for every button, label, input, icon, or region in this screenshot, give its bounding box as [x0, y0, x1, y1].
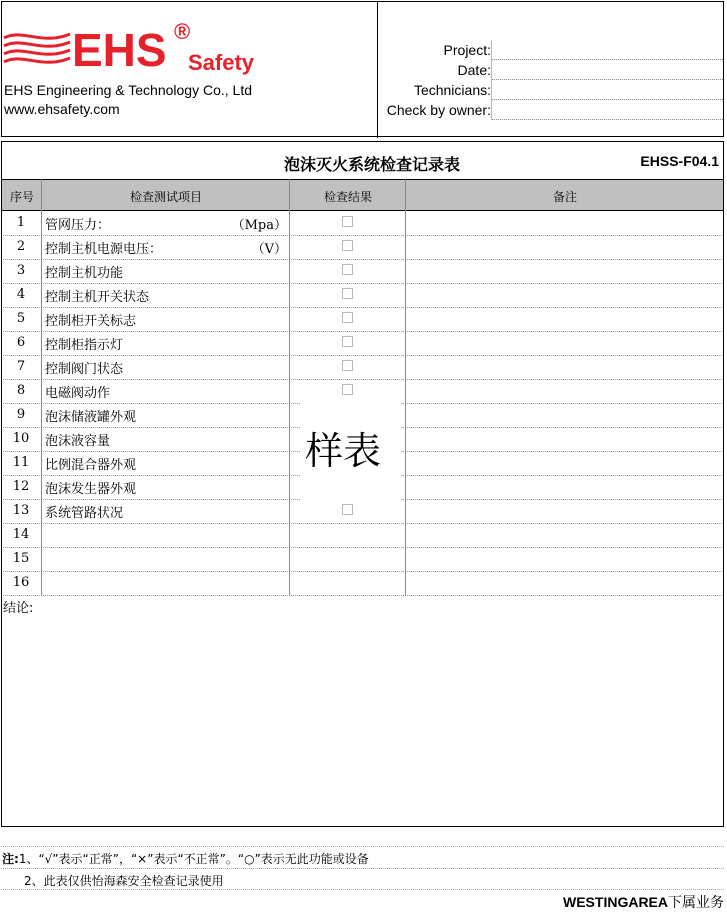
table-row: [1, 331, 724, 355]
table-row: [1, 523, 724, 547]
row-item: 泡沫储液罐外观: [45, 410, 137, 425]
notes-divider: [1, 868, 724, 869]
logo-safety-text: Safety: [188, 50, 255, 75]
table-row: [1, 499, 724, 523]
form-title: 泡沫灭火系统检查记录表: [283, 155, 460, 174]
table-row: [1, 307, 724, 331]
row-item: 控制主机开关状态: [45, 290, 150, 305]
technicians-field[interactable]: [492, 99, 723, 100]
row-item: 系统管路状况: [45, 506, 124, 521]
conclusion-label: 结论:: [3, 601, 34, 616]
result-checkbox[interactable]: [342, 264, 353, 275]
footer-suffix: 下属业务: [668, 895, 724, 911]
row-divider: [1, 595, 724, 596]
table-header: [1, 179, 724, 211]
row-number: 4: [16, 287, 26, 302]
result-checkbox[interactable]: [342, 336, 353, 347]
column-divider: [41, 179, 42, 595]
col-number: 序号: [9, 190, 34, 204]
table-row: [1, 211, 724, 235]
form-code: EHSS-F04.1: [640, 153, 719, 169]
row-number: 10: [12, 431, 30, 446]
date-label: Date:: [457, 62, 491, 78]
sample-watermark: 样表: [305, 429, 382, 473]
table-row: [1, 571, 724, 595]
notes-divider: [1, 846, 724, 847]
row-number: 1: [16, 215, 26, 230]
registered-mark: ®: [174, 19, 191, 44]
col-result: 检查结果: [323, 190, 372, 204]
row-item: 控制柜指示灯: [45, 338, 124, 353]
result-checkbox[interactable]: [342, 288, 353, 299]
row-item: 电磁阀动作: [45, 386, 111, 401]
table-row: [1, 259, 724, 283]
row-item: 控制主机电源电压：: [45, 242, 163, 257]
row-item: 泡沫液容量: [45, 434, 111, 449]
footer-brand: [563, 892, 724, 912]
title-row: [1, 141, 724, 179]
footer-brand-name: WESTINGAREA: [563, 894, 668, 910]
row-number: 13: [12, 503, 30, 518]
row-item: 控制主机功能: [45, 266, 124, 281]
result-checkbox[interactable]: [342, 504, 353, 515]
row-number: 12: [12, 479, 30, 494]
table-row: [1, 235, 724, 259]
col-remarks: 备注: [552, 190, 577, 204]
notes-divider: [1, 889, 724, 890]
row-number: 8: [16, 383, 26, 398]
note-2: 2、此表仅供怡海森安全检查记录使用: [24, 874, 224, 888]
header-divider: [377, 2, 378, 138]
table-row: [1, 547, 724, 571]
note-1-text: 1、“√”表示“正常”，“×”表示“不正常”。“○”表示无此功能或设备: [18, 852, 369, 866]
company-website[interactable]: www.ehsafety.com: [4, 101, 120, 117]
result-checkbox[interactable]: [342, 360, 353, 371]
row-item: 控制柜开关标志: [45, 314, 137, 329]
row-number: 9: [16, 407, 26, 422]
row-number: 16: [12, 575, 30, 590]
table-border-right: [723, 179, 724, 826]
table-border-left: [1, 179, 2, 826]
table-border-bottom: [1, 826, 724, 827]
row-number: 15: [12, 551, 30, 566]
row-number: 14: [12, 527, 30, 542]
column-divider: [289, 179, 290, 595]
row-number: 3: [16, 263, 26, 278]
col-item: 检查测试项目: [129, 190, 202, 204]
row-number: 6: [16, 335, 26, 350]
row-unit: （V）: [251, 242, 287, 257]
owner-check-label: Check by owner:: [386, 102, 491, 118]
swoosh-icon: [2, 28, 72, 72]
date-field[interactable]: [492, 79, 723, 80]
row-number: 7: [16, 359, 26, 374]
project-field[interactable]: [492, 59, 723, 60]
row-item: 泡沫发生器外观: [45, 482, 137, 497]
owner-check-field[interactable]: [492, 119, 723, 120]
result-checkbox[interactable]: [342, 216, 353, 227]
row-number: 2: [16, 239, 26, 254]
row-item: 管网压力：: [45, 218, 111, 233]
result-checkbox[interactable]: [342, 240, 353, 251]
ehs-logo: [2, 19, 272, 82]
row-item: 比例混合器外观: [45, 458, 137, 473]
technicians-label: Technicians:: [413, 82, 491, 98]
row-number: 5: [16, 311, 26, 326]
project-label: Project:: [443, 42, 491, 58]
result-checkbox[interactable]: [342, 312, 353, 323]
notes-prefix: 注:: [2, 852, 19, 866]
result-checkbox[interactable]: [342, 384, 353, 395]
row-unit: （Mpa）: [231, 218, 287, 233]
row-item: 控制阀门状态: [45, 362, 124, 377]
logo-text: EHS: [72, 24, 167, 76]
table-row: [1, 283, 724, 307]
row-number: 11: [12, 455, 30, 470]
table-row: [1, 355, 724, 379]
info-field-divider: [491, 41, 492, 120]
column-divider: [405, 179, 406, 595]
note-1: [2, 850, 369, 867]
company-name: EHS Engineering & Technology Co., Ltd: [4, 82, 253, 98]
